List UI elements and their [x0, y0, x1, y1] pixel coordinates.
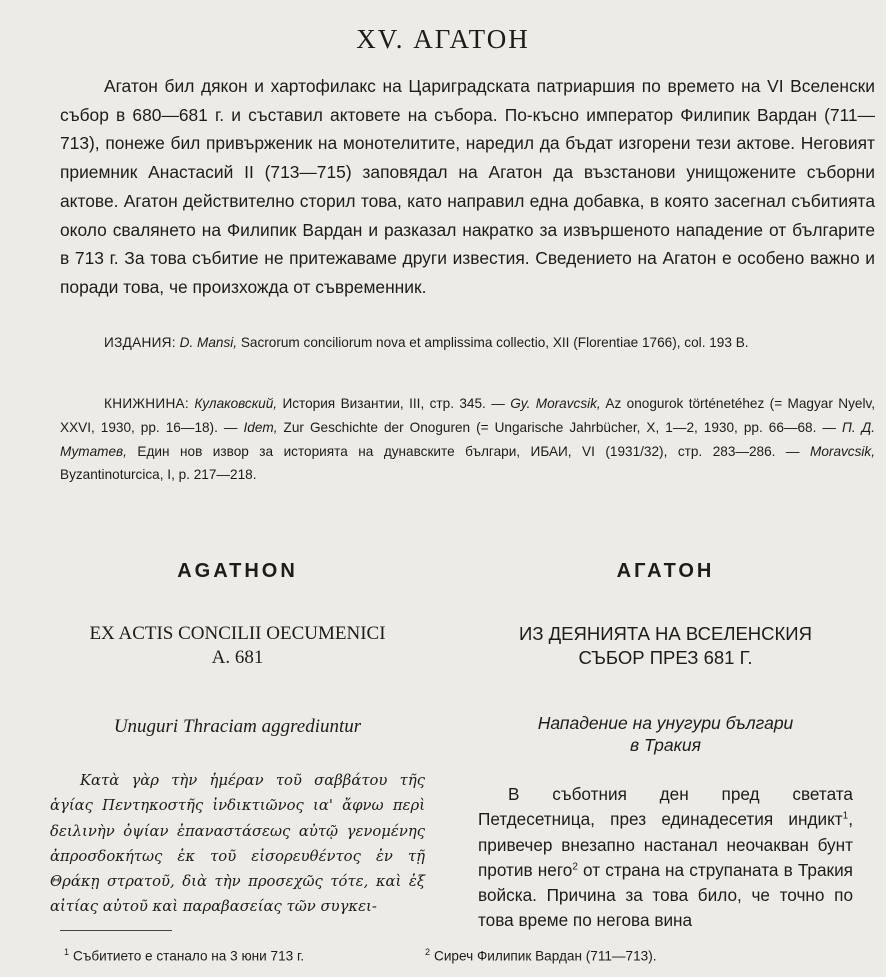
- greek-source-line-1: EX ACTIS CONCILII OECUMENICI: [89, 623, 386, 644]
- greek-column-heading: AGATHON: [177, 560, 298, 582]
- translation-subtitle-line-2: в Тракия: [630, 735, 701, 755]
- chapter-title: XV. АГАТОН: [356, 24, 530, 55]
- translation-column-text: [478, 782, 853, 934]
- literature-author-3: Idem,: [243, 419, 278, 435]
- translation-text-b: , привечер внезапно настанал неочакван бунт против него: [478, 809, 853, 880]
- footnote-ref-2: 2: [572, 861, 578, 873]
- literature-text-1: История Византии, III, стр. 345. —: [282, 396, 505, 411]
- footnote-2: [425, 947, 657, 964]
- translation-column-source: [478, 622, 853, 670]
- literature-text-3: Zur Geschichte der Onoguren (= Ungarische Jahrbücher, X, 1—2, 1930, pp. 66—68. —: [283, 419, 836, 435]
- literature-author-2: Gy. Moravcsik,: [510, 396, 601, 411]
- greek-column-source: [50, 622, 425, 670]
- translation-subtitle-line-1: Нападение на унугури българи: [537, 713, 794, 733]
- greek-column-text: Κατὰ γὰρ τὴν ἡμέραν τοῦ σαββάτου τῆς ἁγίας Πεντηκοστῆς ἰνδικτιῶνος ια' ἄφνω περὶ δειλινὴν ὀψίαν ἐπαναστάσεως αὐτῷ γενομένης ἀπροσδοκήτως ἐκ τοῦ εἰσορευθέντος ἐν τῇ Θράκῃ στρατοῦ, διὰ τὴν προσεχῶς τότε, καὶ ἐξ αἰτίας αὐτοῦ καὶ παραβασείας τῶν συγκει-: [50, 772, 425, 916]
- literature-author-4: П. Д. Мутaтев,: [60, 419, 876, 459]
- footnote-divider: [60, 930, 172, 931]
- literature-entry: [60, 392, 875, 487]
- greek-source-line-2: A. 681: [211, 647, 264, 668]
- footnote-1-number: 1: [64, 947, 70, 957]
- literature-author-1: Кулаковский,: [194, 396, 278, 411]
- intro-paragraph: Агатон бил дякон и хартофилакс на Цариградската патриаршия по времето на VI Вселенски събор в 680—681 г. и съставил актовете на събора. По-късно император Филипик Вардан (711—713), понеже бил привърженик на монотелитите, наредил да бъдат изгорени тези актове. Неговият приемник Анастасий II (713—715) заповядал на Агатон да възстанови унищожените съборни актове. Агатон действително сторил това, като направил една добавка, в която засегнал събитията около свалянето на Филипик Вардан и разказал накратко за извършеното нападение от българите в 713 г. За това събитие не притежаваме други известия. Сведението на Агатон е особено важно и поради това, че произхожда от съвременник.: [60, 76, 875, 297]
- footnote-1: [64, 947, 304, 964]
- greek-column-subtitle: Unuguri Thraciam aggrediuntur: [113, 716, 362, 737]
- footnote-2-text: Сиреч Филипик Вардан (711—713).: [434, 948, 657, 964]
- editions-entry: [60, 331, 875, 355]
- editions-author: D. Mansi,: [179, 335, 238, 350]
- greek-column: [50, 560, 425, 920]
- translation-text-c: от страна на струпаната в Тракия войска. Причина за това било, че точно по това време по негова вина: [478, 859, 853, 931]
- editions-label: ИЗДАНИЯ:: [104, 335, 176, 350]
- translation-text-a: В съботния ден пред светата Петдесетница, през единадесетия индикт: [478, 784, 853, 830]
- literature-text-5: Byzantinoturcica, I, p. 217—218.: [60, 467, 257, 483]
- translation-column: [478, 560, 853, 934]
- translation-source-line-1: ИЗ ДЕЯНИЯТА НА ВСЕЛЕНСКИЯ: [519, 623, 812, 644]
- footnote-ref-1: 1: [842, 810, 849, 822]
- footnotes: [0, 947, 886, 969]
- editions-text: Sacrorum conciliorum nova et amplissima collectio, XII (Florentiae 1766), col. 193 B.: [240, 335, 749, 350]
- translation-source-line-2: СЪБОР ПРЕЗ 681 Г.: [578, 647, 753, 668]
- literature-author-5: Moravcsik,: [810, 443, 875, 459]
- literature-label: КНИЖНИНА:: [104, 396, 190, 411]
- literature-text-2: Az onogurok történetéhez (= Magyar Nyelv, XXVI, 1930, pp. 16—18). —: [60, 396, 876, 435]
- literature-text-4: Един нов извор за историята на дунавските българи, ИБАИ, VI (1931/32), стр. 283—286. —: [137, 443, 800, 459]
- footnote-2-number: 2: [425, 947, 431, 957]
- translation-column-subtitle: [478, 712, 853, 756]
- translation-column-heading: АГАТОН: [616, 560, 715, 582]
- footnote-1-text: Събитието е станало на 3 юни 713 г.: [73, 948, 305, 964]
